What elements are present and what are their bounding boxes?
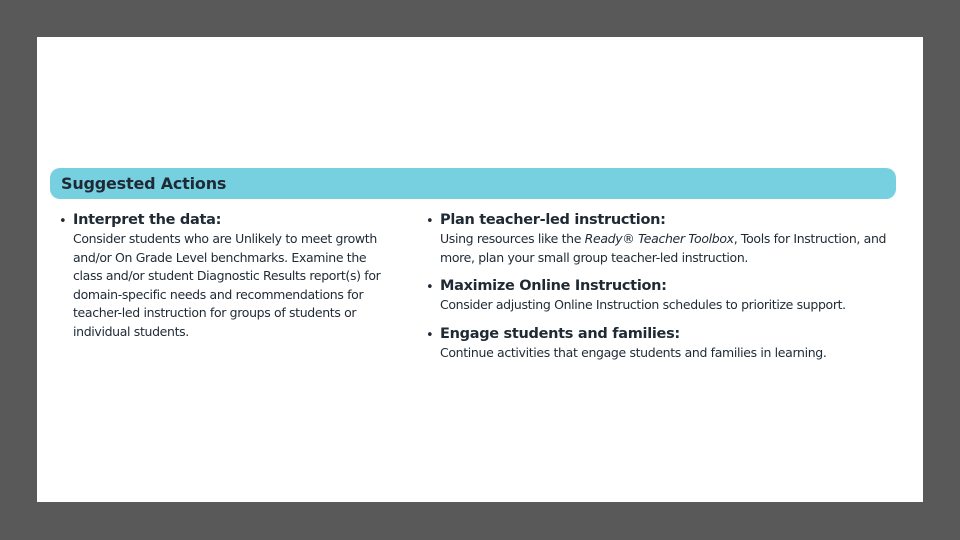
action-item bbox=[59, 211, 389, 341]
action-title: Plan teacher-led instruction: bbox=[440, 212, 666, 228]
action-body-text: , Tools for Instruction, and more, plan your small group teacher-led instruction. bbox=[440, 231, 887, 265]
action-body: Consider students who are Unlikely to meet growth and/or On Grade Level benchmarks. Examine the class and/or student Diagnostic Results report(s) for domain-specific needs and recommendations for teacher-led instruction for groups of students or individual students. bbox=[73, 231, 381, 339]
left-column bbox=[59, 211, 389, 351]
right-column bbox=[426, 211, 906, 372]
action-item bbox=[426, 325, 906, 363]
action-body-text: Using resources like the bbox=[440, 231, 585, 246]
slide bbox=[37, 37, 923, 502]
bullet-icon: • bbox=[59, 214, 67, 229]
section-banner bbox=[50, 168, 896, 199]
action-item bbox=[426, 211, 906, 267]
action-body bbox=[440, 230, 906, 267]
action-title: Interpret the data: bbox=[73, 212, 222, 228]
section-title: Suggested Actions bbox=[61, 174, 227, 193]
action-title: Engage students and families: bbox=[440, 325, 680, 342]
product-name: Ready® Teacher Toolbox bbox=[584, 231, 734, 246]
bullet-icon: • bbox=[426, 327, 434, 343]
bullet-icon: • bbox=[426, 214, 434, 229]
action-title: Maximize Online Instruction: bbox=[440, 278, 667, 294]
action-body: Continue activities that engage students and families in learning. bbox=[440, 344, 827, 360]
action-body: Consider adjusting Online Instruction schedules to prioritize support. bbox=[440, 297, 846, 312]
action-item bbox=[426, 277, 906, 315]
bullet-icon: • bbox=[426, 280, 434, 295]
